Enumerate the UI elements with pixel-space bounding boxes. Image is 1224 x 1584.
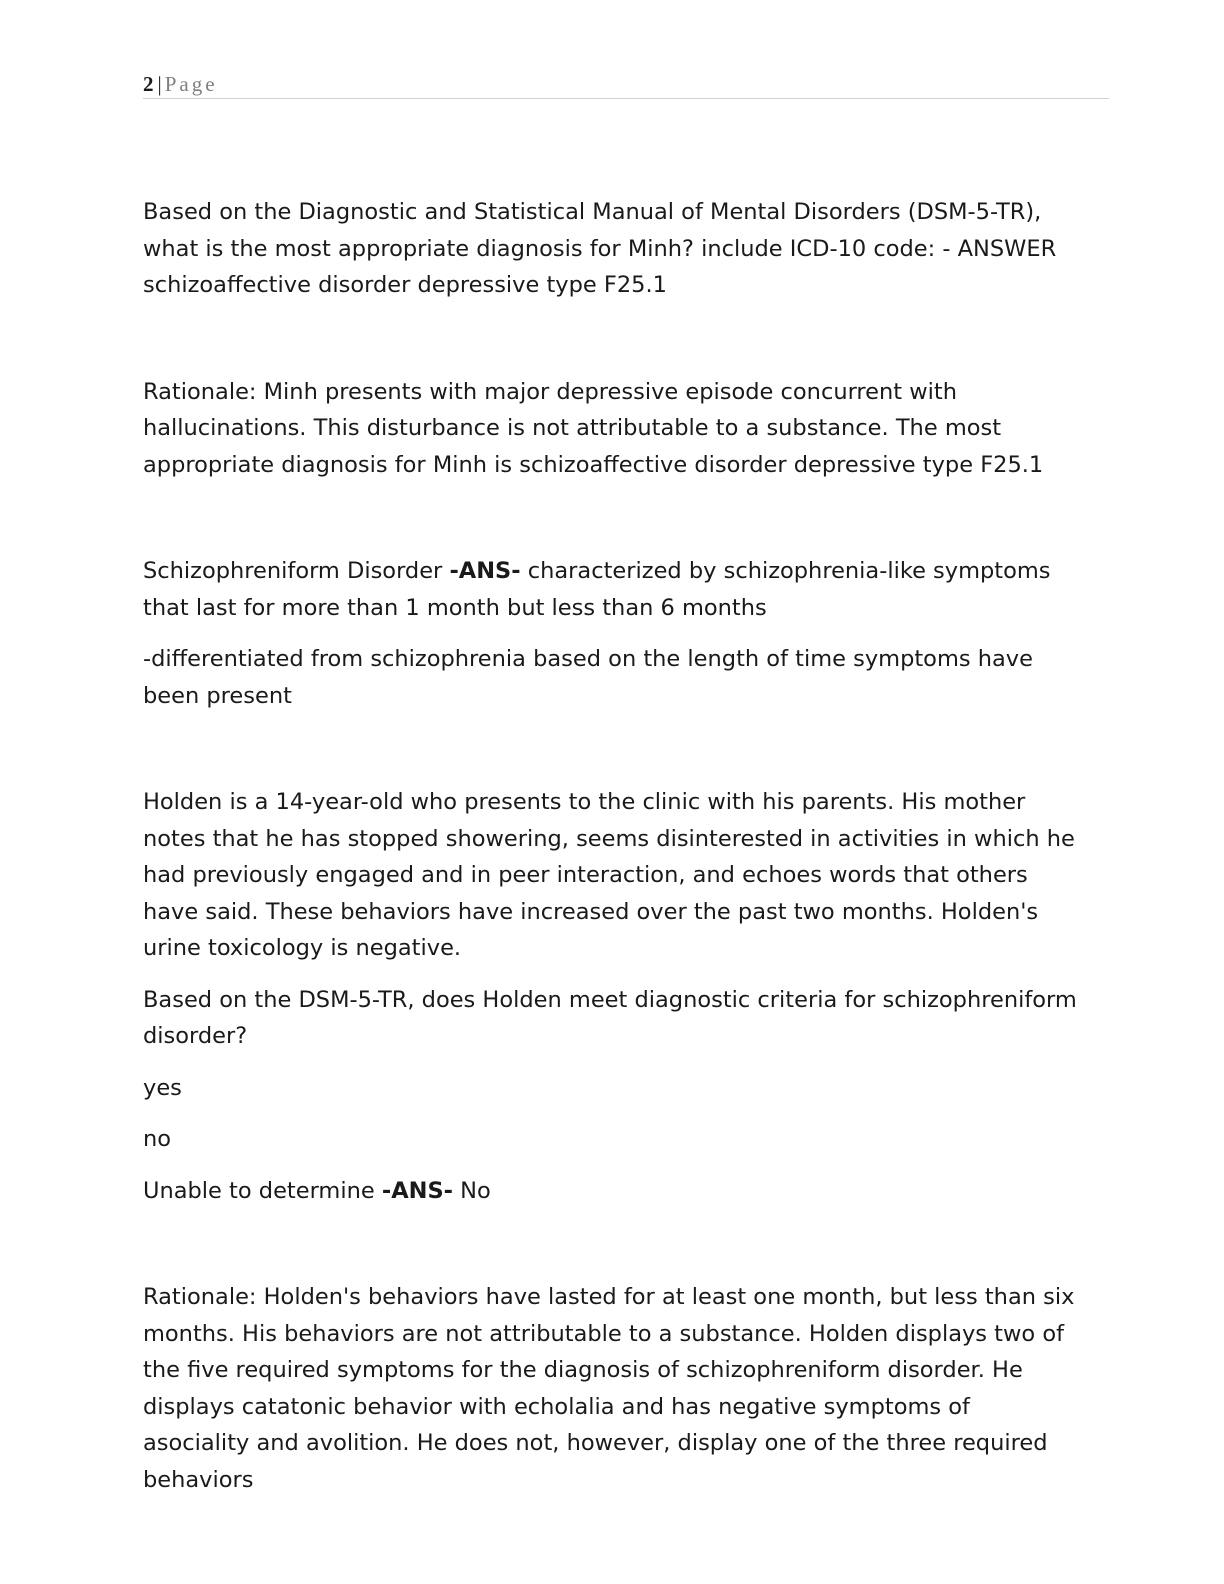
page-number: 2 (143, 72, 154, 96)
page-separator: | (157, 72, 162, 96)
q2-option-unable-label: Unable to determine (143, 1177, 375, 1204)
term-definition: characterized by schizophrenia-like symptoms that last for more than 1 month but less than 6 months (143, 558, 1051, 621)
term-name: Schizophreniform Disorder (143, 558, 443, 584)
q2-question: Based on the DSM-5-TR, does Holden meet diagnostic criteria for schizophreniform disorder? (143, 986, 1077, 1049)
answer-marker: -ANS- (449, 558, 521, 584)
q2-option-no: no (143, 1126, 172, 1152)
page-header (143, 72, 1109, 99)
q2-case: Holden is a 14-year-old who presents to the clinic with his parents. His mother notes that he has stopped showering, seems disinterested in activities in which he had previously engaged and in peer interaction, and echoes words that others have said. These behaviors have increased over the past two months. Holden's urine toxicology is negative. (143, 789, 1075, 961)
page-label: Page (164, 72, 218, 96)
document-body (143, 194, 1083, 1498)
q1-rationale: Rationale: Minh presents with major depressive episode concurrent with hallucinations. This disturbance is not attributable to a substance. The most appropriate diagnosis for Minh is schizoaffective disorder depressive type F25.1 (143, 378, 1044, 478)
answer-marker: -ANS- (381, 1177, 453, 1204)
q2-answer: No (460, 1177, 491, 1204)
q2-option-unable (143, 1173, 1083, 1210)
q2-rationale: Rationale: Holden's behaviors have lasted for at least one month, but less than six months. His behaviors are not attributable to a substance. Holden displays two of the five required symptoms for the diagnosis of schizophreniform disorder. He displays catatonic behavior with echolalia and has negative symptoms of asociality and avolition. He does not, however, display one of the three required behaviors (143, 1284, 1075, 1493)
term-note: -differentiated from schizophrenia based on the length of time symptoms have been present (143, 646, 1033, 709)
q2-option-yes: yes (143, 1074, 182, 1101)
term-entry (143, 553, 1083, 626)
q1-question: Based on the Diagnostic and Statistical Manual of Mental Disorders (DSM-5-TR), what is the most appropriate diagnosis for Minh? include ICD-10 code: - ANSWER schizoaffective disorder depressive type F25.1 (143, 199, 1057, 298)
